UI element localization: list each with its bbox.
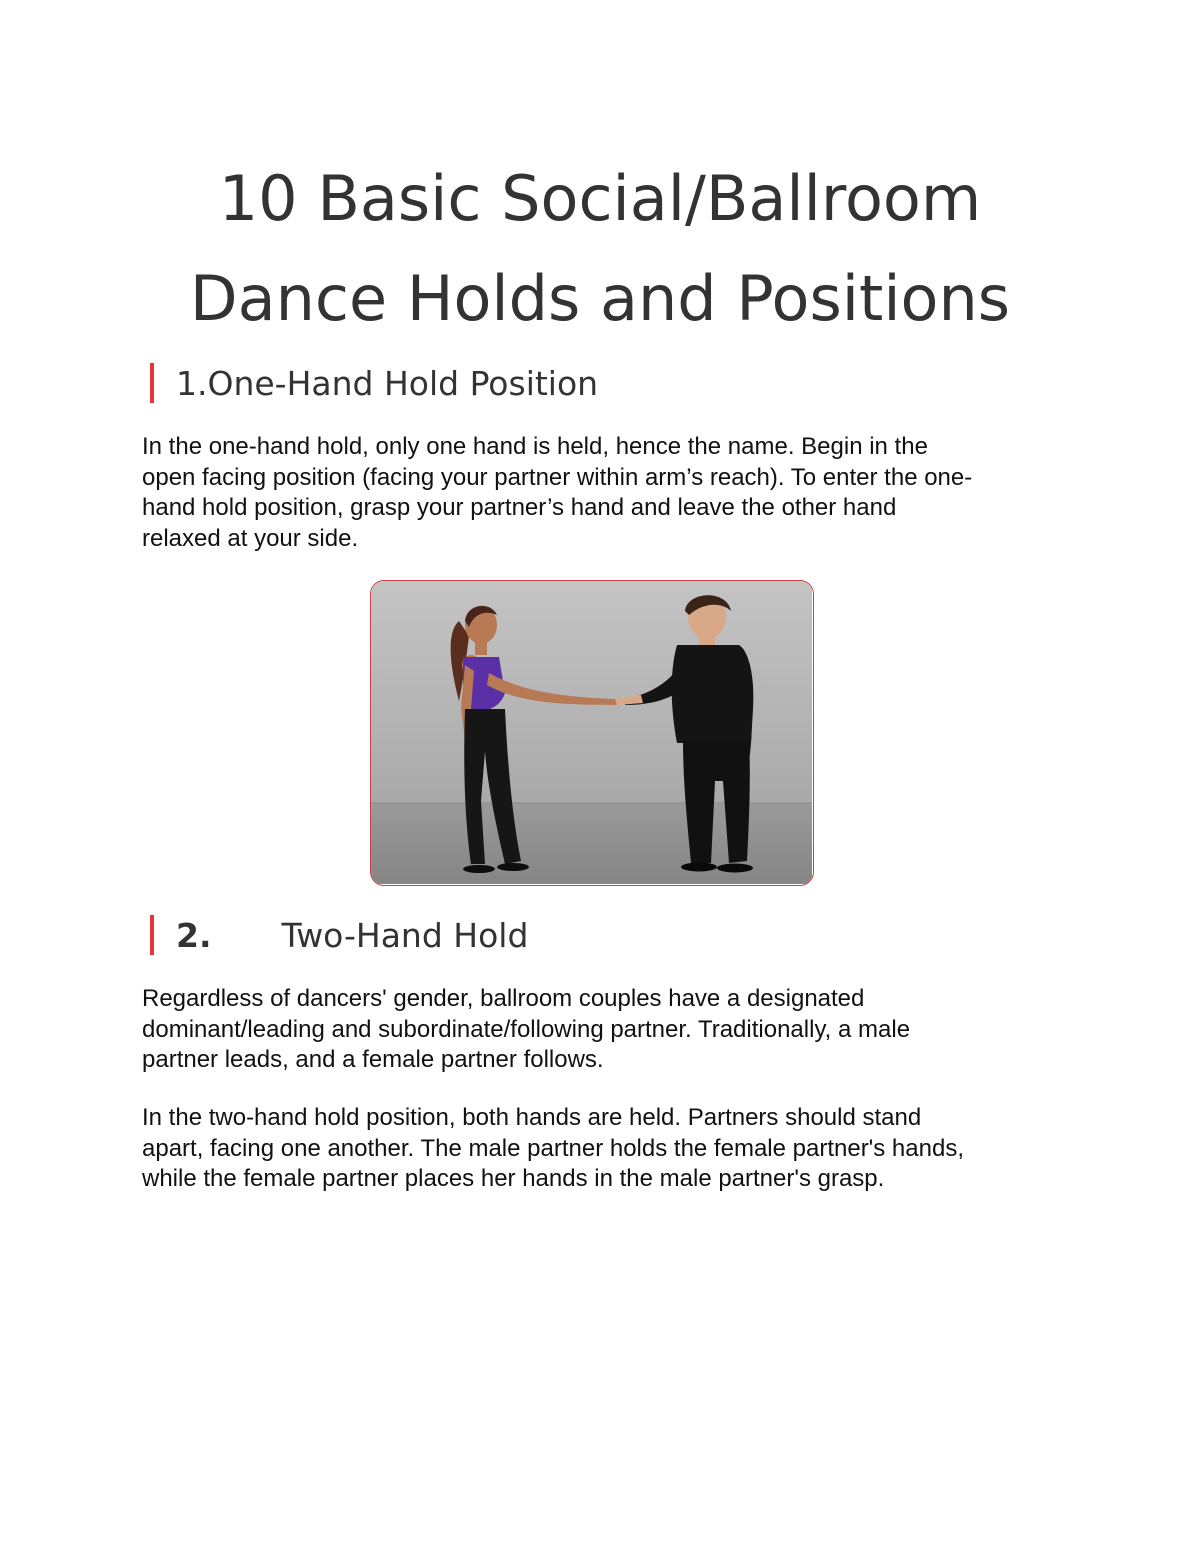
one-hand-hold-photo [370,580,814,886]
paragraph-line: relaxed at your side. [142,524,359,552]
paragraph-line: while the female partner places her hands in the male partner's grasp. [142,1165,885,1192]
document-title-line-1: 10 Basic Social/Ballroom [218,162,982,235]
section-2-paragraph-1 [142,984,1072,1076]
paragraph-line: hand hold position, grasp your partner’s hand and leave the other hand [142,494,897,521]
paragraph-line: In the one-hand hold, only one hand is held, hence the name. Begin in the [142,433,928,460]
paragraph-line: open facing position (facing your partner within arm’s reach). To enter the one- [142,463,973,491]
section-1-heading [150,361,598,405]
couple-illustration [371,581,812,884]
accent-bar-icon [150,915,154,955]
paragraph-line: dominant/leading and subordinate/following partner. Traditionally, a male [142,1015,911,1043]
section-2-heading [150,913,528,957]
document-title-line-2: Dance Holds and Positions [189,262,1011,335]
section-2-paragraph-2 [142,1103,1072,1195]
section-1-heading-text: 1.One-Hand Hold Position [176,363,599,403]
section-2-number: 2. [176,915,212,955]
paragraph-line: apart, facing one another. The male partner holds the female partner's hands, [142,1134,964,1162]
accent-bar-icon [150,363,154,403]
paragraph-line: In the two-hand hold position, both hands are held. Partners should stand [142,1104,922,1131]
section-2-heading-text: Two-Hand Hold [281,915,529,955]
paragraph-line: partner leads, and a female partner follows. [142,1046,604,1073]
paragraph-line: Regardless of dancers' gender, ballroom couples have a designated [142,985,865,1012]
section-1-paragraph [142,432,1072,554]
